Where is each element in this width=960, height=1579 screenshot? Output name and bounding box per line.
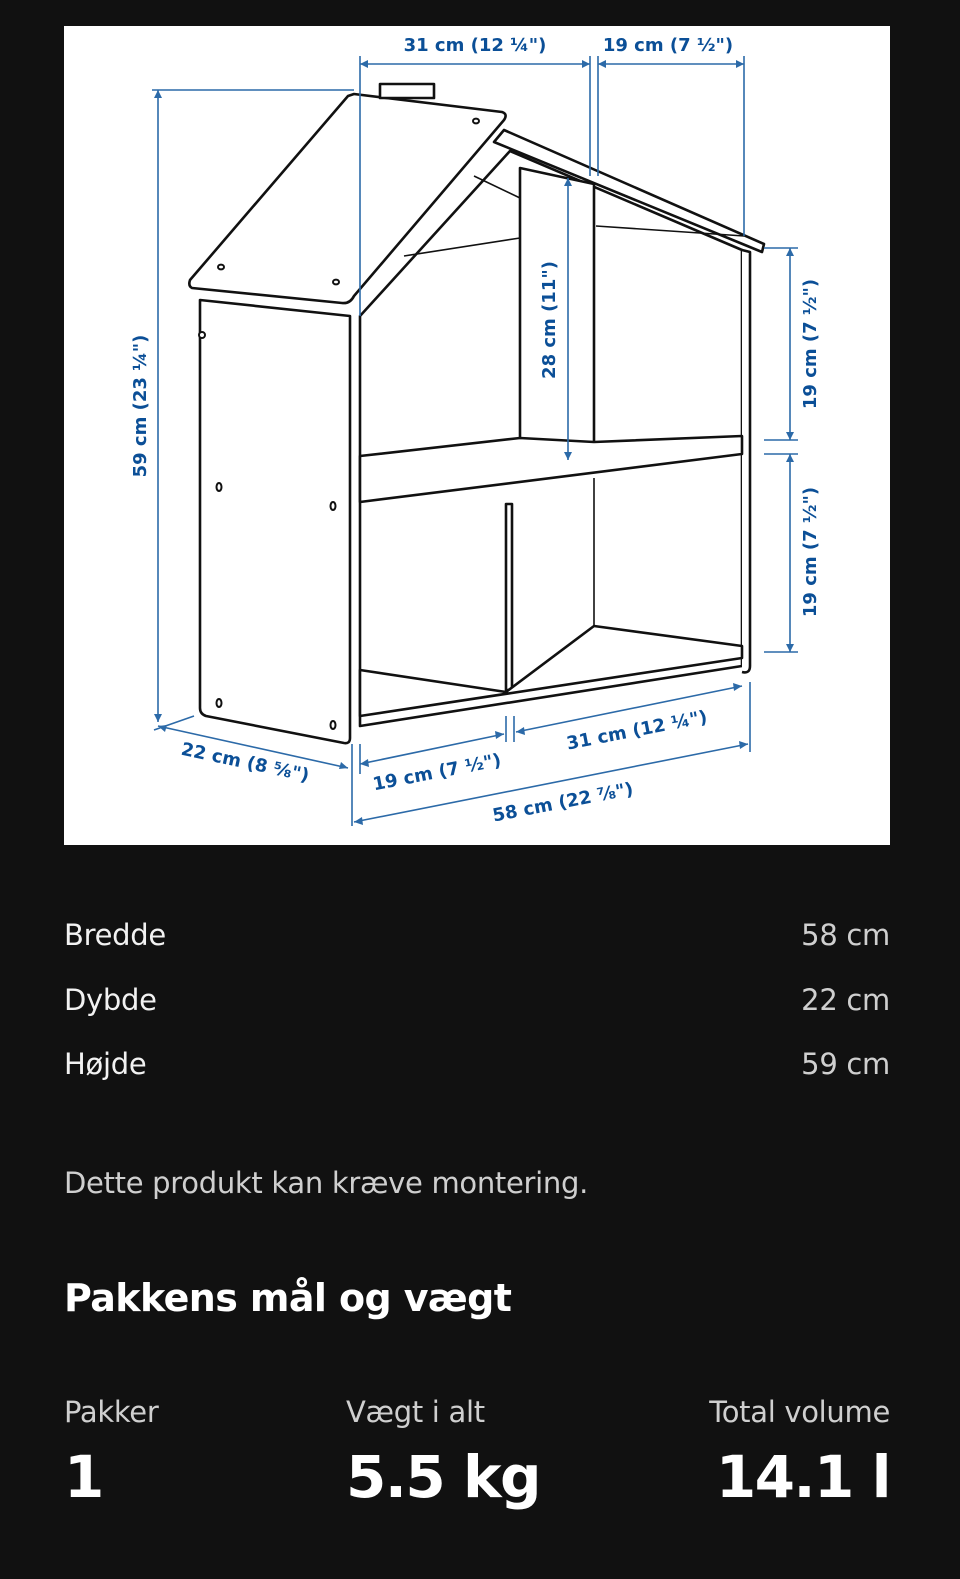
stat-label: Pakker [64,1395,159,1429]
spec-row-depth [64,983,890,1048]
stat-packages [64,1395,158,1511]
package-section-title: Pakkens mål og vægt [64,1276,512,1320]
spec-value: 22 cm [801,982,890,1017]
dim-label-top-left-width: 31 cm (12 ¼") [403,35,547,56]
product-dimensions-list [64,918,890,1112]
spec-row-width [64,918,890,983]
dim-label-attic-height: 28 cm (11") [539,261,560,379]
spec-label: Bredde [64,918,166,952]
spec-label: Højde [64,1047,147,1081]
stat-value: 5.5 kg [346,1443,541,1511]
stat-total-weight [346,1395,540,1511]
dim-label-lower-right-height: 19 cm (7 ½") [800,486,821,618]
dollhouse-shelf-illustration [64,26,890,845]
dim-label-bottom-left-width: 19 cm (7 ½") [371,749,503,796]
package-stats [64,1395,890,1535]
spec-value: 58 cm [801,918,890,952]
assembly-note: Dette produkt kan kræve montering. [64,1166,589,1200]
stat-value: 1 [64,1443,103,1511]
product-dimension-diagram [64,26,890,845]
dim-label-depth: 22 cm (8 ⅝") [179,738,312,787]
stat-label: Total volume [709,1395,890,1429]
dim-label-bottom-right-width: 31 cm (12 ¼") [564,706,710,755]
spec-value: 59 cm [801,1047,890,1081]
spec-row-height [64,1047,890,1112]
dim-label-top-right-width: 19 cm (7 ½") [602,35,734,56]
dim-label-total-width: 58 cm (22 ⅞") [490,778,636,827]
stat-label: Vægt i alt [346,1395,485,1429]
dim-label-upper-right-height: 19 cm (7 ½") [800,278,821,410]
dim-label-total-height: 59 cm (23 ¼") [130,334,151,478]
stat-value: 14.1 l [715,1443,890,1511]
spec-label: Dybde [64,982,157,1017]
stat-total-volume [709,1395,890,1511]
